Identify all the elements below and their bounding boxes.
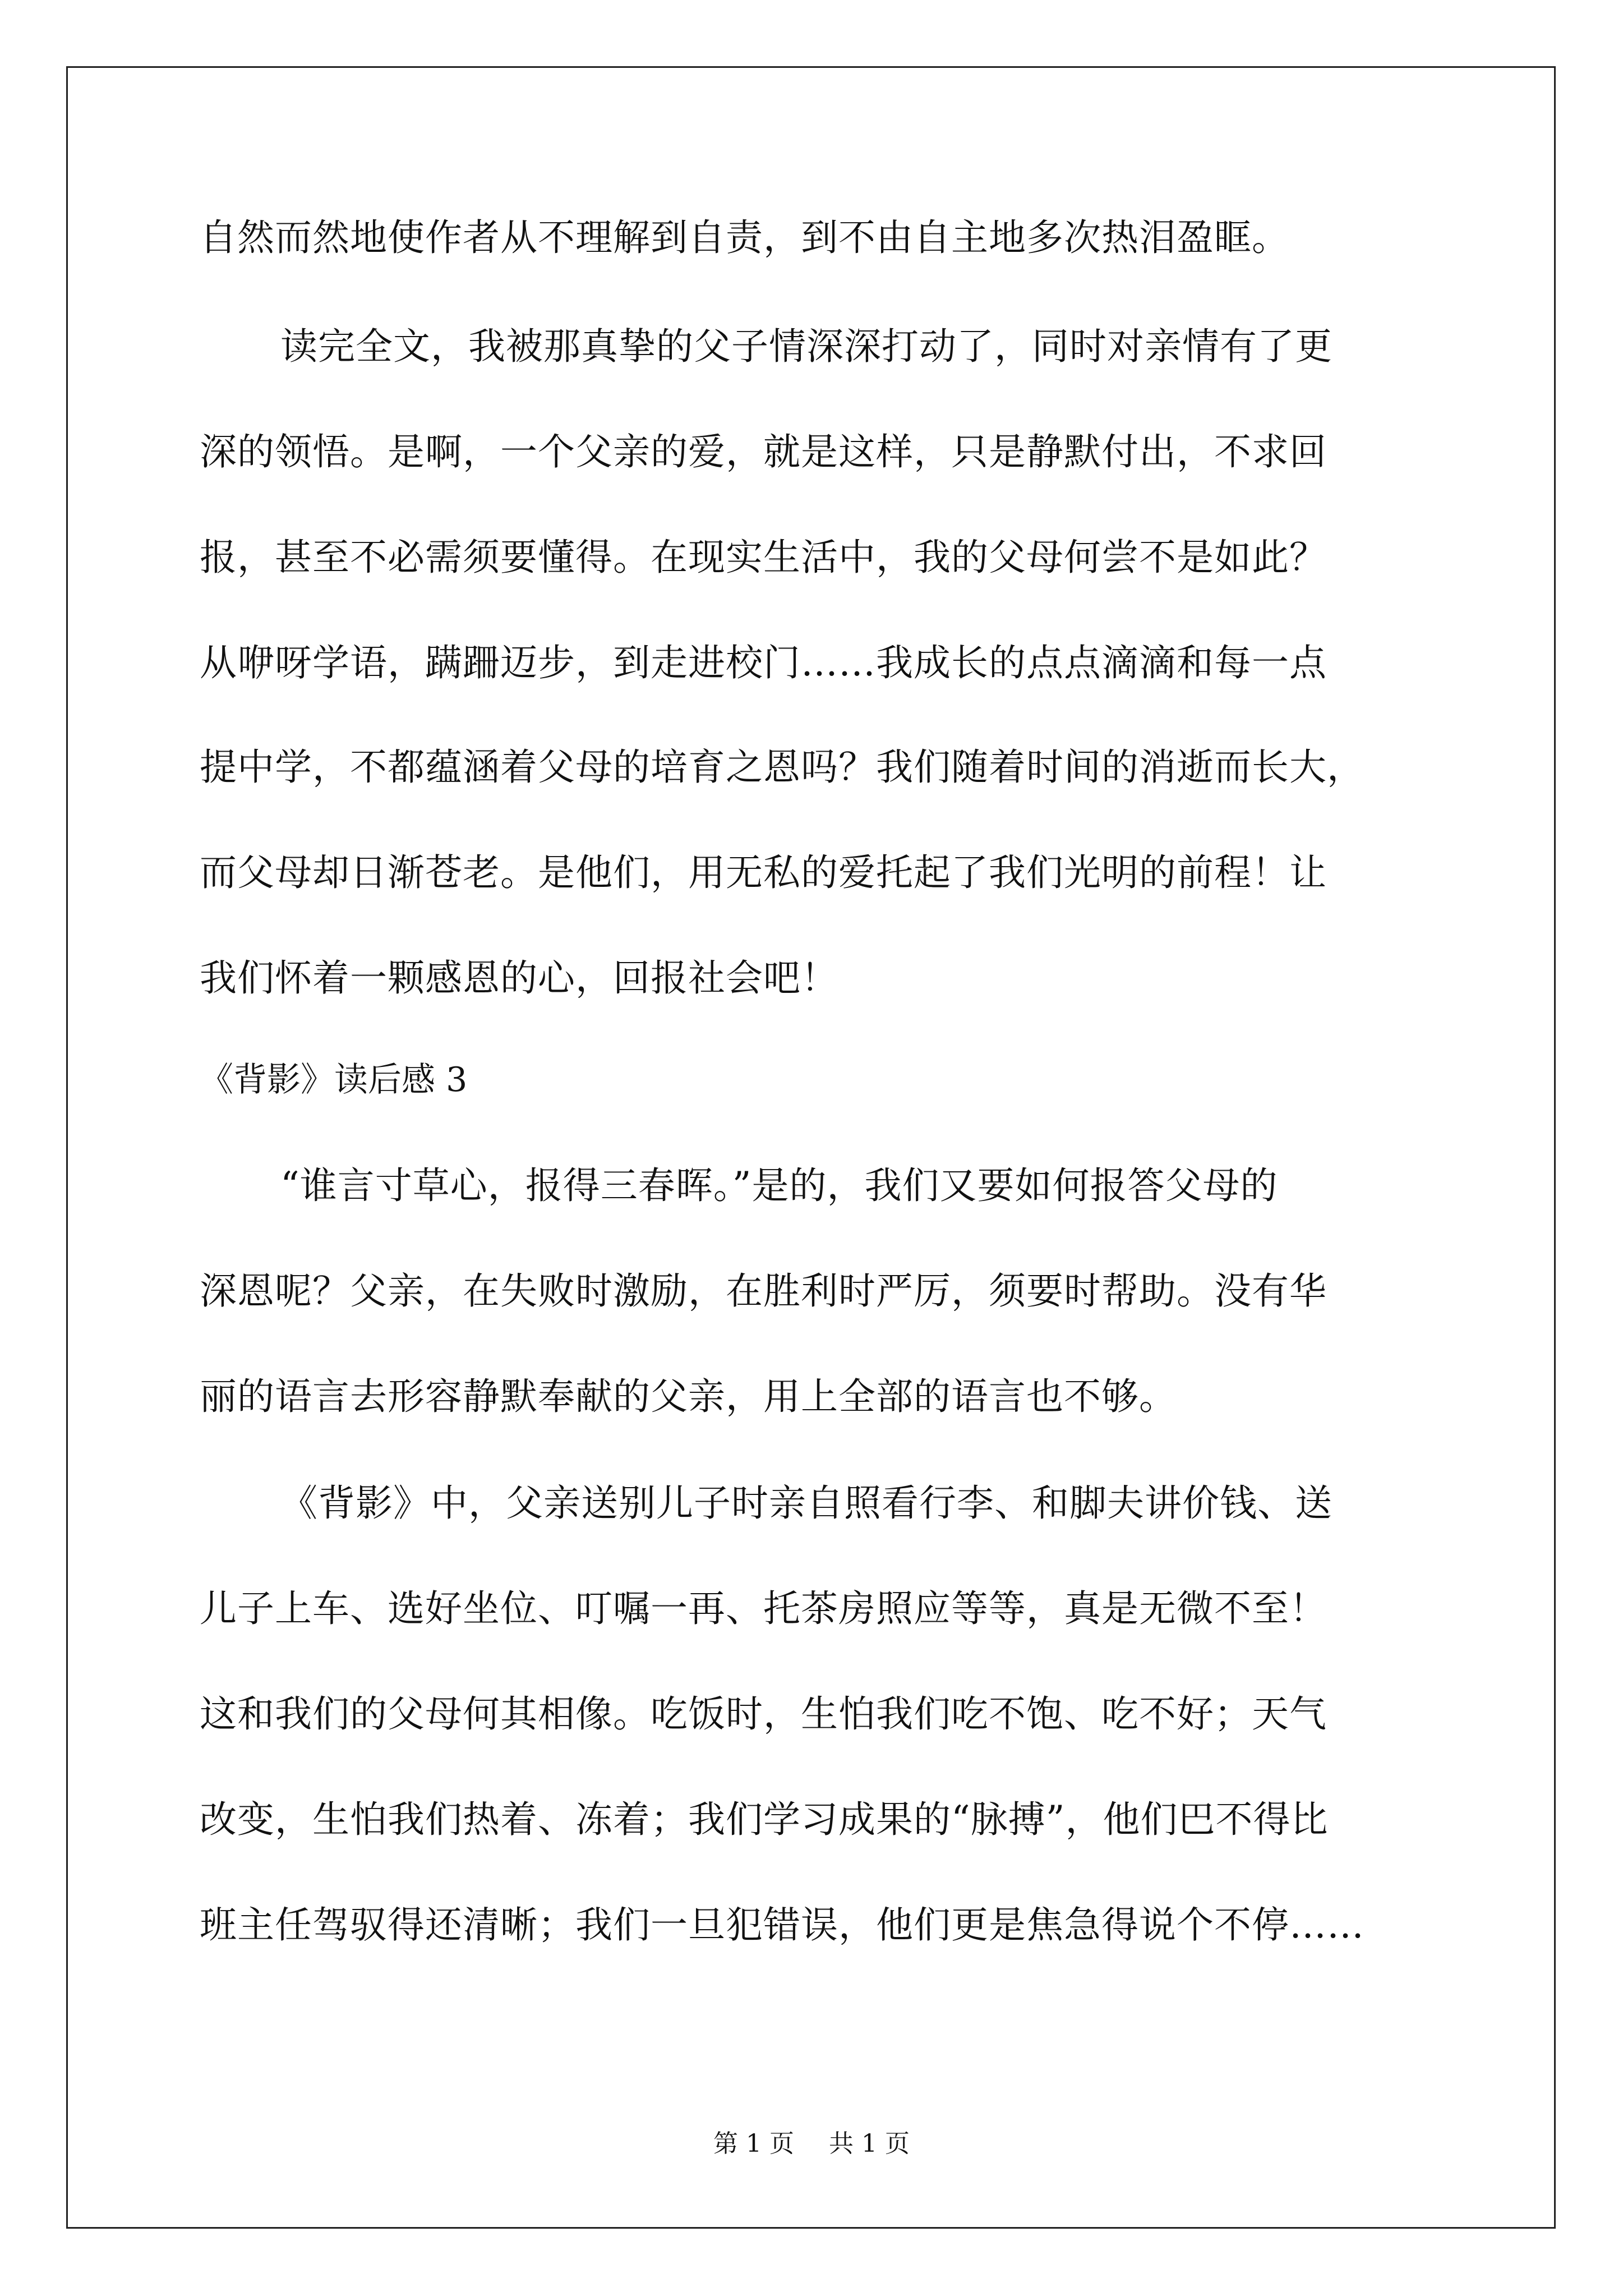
paragraph-line: 深的领悟。是啊，一个父亲的爱，就是这样，只是静默付出，不求回 — [200, 430, 1327, 473]
paragraph-line: 读完全文，我被那真挚的父子情深深打动了，同时对亲情有了更 — [280, 325, 1332, 368]
section-heading: 《背影》读后感 3 — [200, 1060, 468, 1099]
paragraph-line: 自然而然地使作者从不理解到自责，到不由自主地多次热泪盈眶。 — [200, 216, 1289, 259]
paragraph-line: 而父母却日渐苍老。是他们，用无私的爱托起了我们光明的前程！让 — [200, 851, 1327, 894]
paragraph-line: “谁言寸草心，报得三春晖。”是的，我们又要如何报答父母的 — [280, 1164, 1278, 1207]
paragraph-line: 班主任驾驭得还清晰；我们一旦犯错误，他们更是焦急得说个不停…… — [200, 1903, 1364, 1947]
paragraph-line: 报，甚至不必需须要懂得。在现实生活中，我的父母何尝不是如此？ — [200, 536, 1327, 579]
paragraph-line: 我们怀着一颗感恩的心，回报社会吧！ — [200, 956, 838, 1000]
paragraph-line: 从咿呀学语，蹒跚迈步，到走进校门……我成长的点点滴滴和每一点 — [200, 641, 1327, 684]
page-footer — [0, 2127, 1623, 2161]
paragraph-line: 改变，生怕我们热着、冻着；我们学习成果的“脉搏”，他们巴不得比 — [200, 1798, 1329, 1841]
paragraph-line: 深恩呢？父亲，在失败时激励，在胜利时严厉，须要时帮助。没有华 — [200, 1269, 1327, 1313]
paragraph-line: 儿子上车、选好坐位、叮嘱一再、托茶房照应等等，真是无微不至！ — [200, 1587, 1327, 1630]
paragraph-line: 《背影》中，父亲送别儿子时亲自照看行李、和脚夫讲价钱、送 — [280, 1481, 1332, 1525]
paragraph-line: 提中学，不都蕴涵着父母的培育之恩吗？我们随着时间的消逝而长大， — [200, 746, 1364, 789]
paragraph-line: 这和我们的父母何其相像。吃饭时，生怕我们吃不饱、吃不好；天气 — [200, 1692, 1327, 1736]
page-number: 第 1 页 — [713, 2129, 794, 2158]
page-total: 共 1 页 — [829, 2129, 910, 2158]
paragraph-line: 丽的语言去形容静默奉献的父亲，用上全部的语言也不够。 — [200, 1375, 1177, 1418]
